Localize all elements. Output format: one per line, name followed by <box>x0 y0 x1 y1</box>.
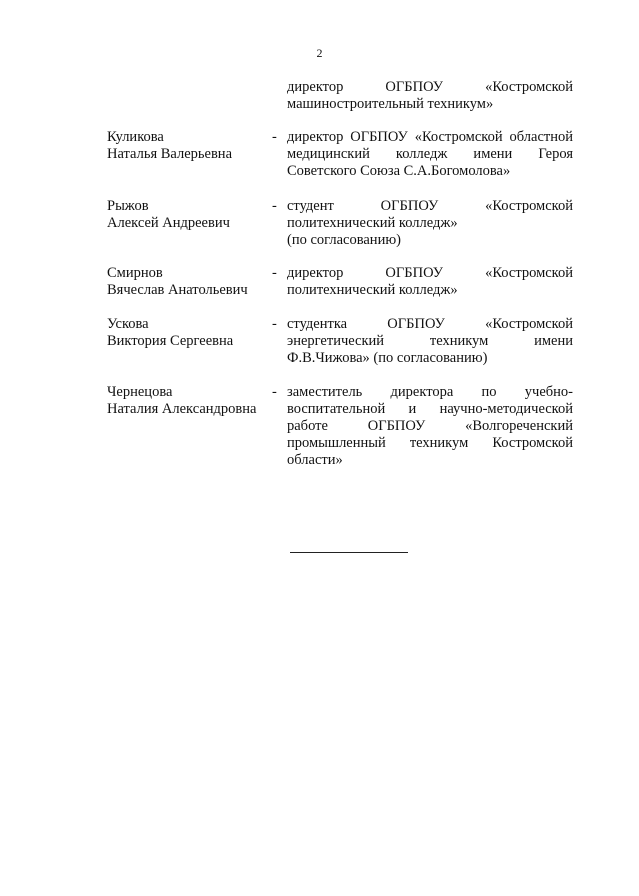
member-role: студентка ОГБПОУ «Костромской энергетический техникум имени Ф.В.Чижова» (по согласованию) <box>287 316 573 366</box>
member-role-note: (по согласованию) <box>287 232 401 248</box>
separator-dash: - <box>272 129 277 145</box>
member-surname: Ускова <box>107 316 149 332</box>
member-given-names: Вячеслав Анатольевич <box>107 282 248 298</box>
member-role-text: студент ОГБПОУ «Костромской политехнический колледж» <box>287 198 573 231</box>
member-role: заместитель директора по учебно-воспитательной и научно-методической работе ОГБПОУ «Волгореченский промышленный техникум Костромской области» <box>287 384 573 468</box>
document-end-rule <box>290 552 408 553</box>
member-role: директор ОГБПОУ «Костромской политехнический колледж» <box>287 265 573 298</box>
member-given-names: Наталия Александровна <box>107 401 257 417</box>
page-number: 2 <box>316 46 323 60</box>
member-surname: Смирнов <box>107 265 163 281</box>
separator-dash: - <box>272 198 277 214</box>
member-surname: Куликова <box>107 129 164 145</box>
member-role <box>287 198 573 249</box>
member-surname: Рыжов <box>107 198 149 214</box>
member-role: директор ОГБПОУ «Костромской областной медицинский колледж имени Героя Советского Союза С.А.Богомолова» <box>287 129 573 179</box>
member-name <box>107 265 272 299</box>
member-name <box>107 198 272 232</box>
member-surname: Чернецова <box>107 384 173 400</box>
member-name <box>107 129 272 163</box>
member-name <box>107 316 272 350</box>
member-name <box>107 384 272 418</box>
separator-dash: - <box>272 316 277 332</box>
continuation-role-text: директор ОГБПОУ «Костромской машиностроительный техникум» <box>287 79 573 112</box>
member-given-names: Виктория Сергеевна <box>107 333 234 349</box>
separator-dash: - <box>272 265 277 281</box>
member-given-names: Наталья Валерьевна <box>107 146 232 162</box>
separator-dash: - <box>272 384 277 400</box>
member-given-names: Алексей Андреевич <box>107 215 230 231</box>
